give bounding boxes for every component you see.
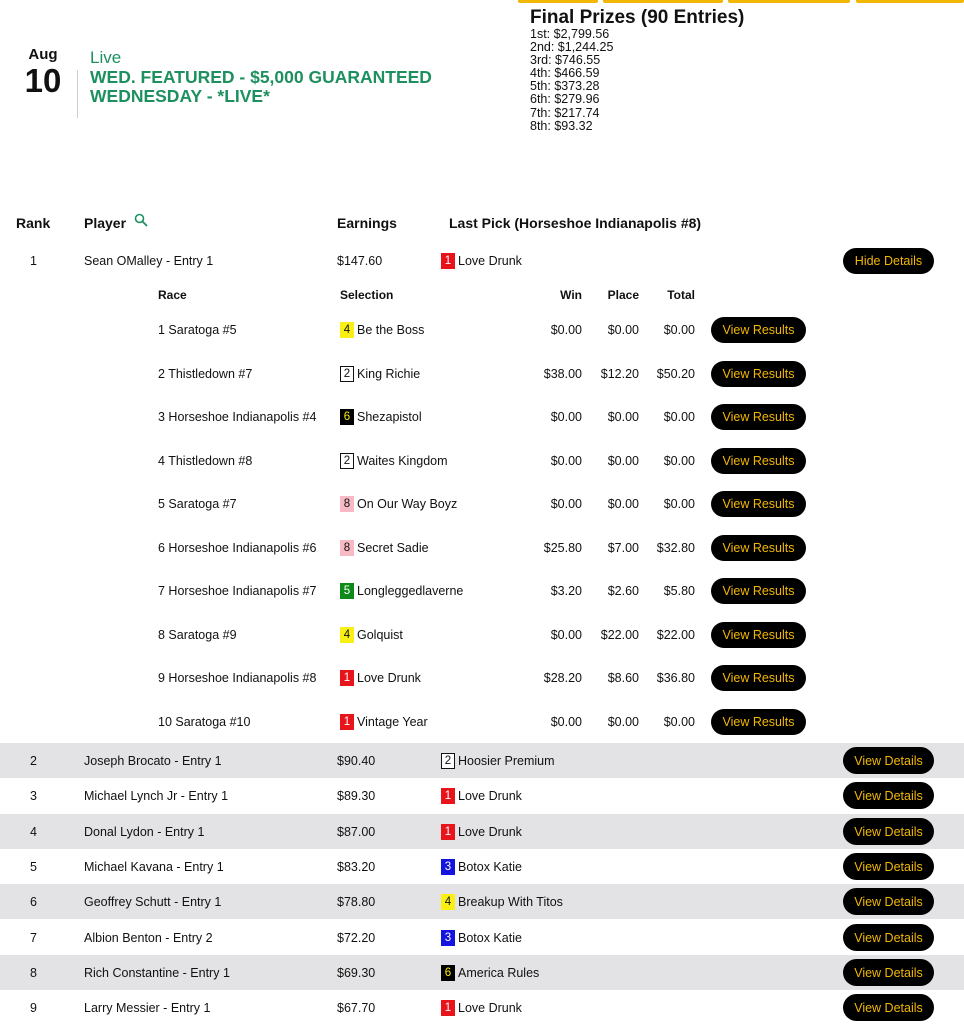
prize-line: 3rd: $746.55 [530,53,601,68]
earnings-header[interactable]: Earnings [337,215,397,231]
last-pick [441,814,522,849]
view-details-button[interactable]: View Details [843,853,934,880]
selection [340,534,429,562]
player-name: Geoffrey Schutt - Entry 1 [84,894,222,909]
race-detail-row [0,664,964,692]
selection [340,708,428,736]
race-name: 5 Saratoga #7 [158,497,237,511]
contest-status: Live [90,48,122,67]
final-prizes [530,7,744,133]
standings-row [0,743,964,778]
place-amount: $12.20 [600,367,639,381]
saddle-cloth-badge: 8 [340,496,354,512]
view-results-button[interactable]: View Results [711,317,806,343]
view-results-button[interactable]: View Results [711,535,806,561]
total-header: Total [667,288,695,302]
horse-name: Shezapistol [357,410,422,424]
rank-header: Rank [16,215,51,231]
win-amount: $0.00 [550,715,582,729]
player-name: Donal Lydon - Entry 1 [84,824,205,839]
player-name: Sean OMalley - Entry 1 [84,254,214,268]
standings-row [0,778,964,813]
win-amount: $3.20 [550,584,582,598]
hide-details-button[interactable]: Hide Details [843,248,934,274]
earnings: $69.30 [337,965,376,980]
player-name: Rich Constantine - Entry 1 [84,965,230,980]
win-amount: $0.00 [550,497,582,511]
total-amount: $22.00 [656,628,695,642]
contest-title: WED. FEATURED - $5,000 GUARANTEED WEDNESDAY - *LIVE* [90,67,432,106]
race-name: 4 Thistledown #8 [158,454,253,468]
selection [340,577,463,605]
race-name: 8 Saratoga #9 [158,628,237,642]
race-header: Race [158,288,187,302]
race-detail-row [0,490,964,518]
last-pick [441,246,522,276]
total-amount: $32.80 [656,541,695,555]
view-results-button[interactable]: View Results [711,404,806,430]
win-amount: $38.00 [543,367,582,381]
view-details-button[interactable]: View Details [843,888,934,915]
race-name: 3 Horseshoe Indianapolis #4 [158,410,317,424]
race-detail-row [0,577,964,605]
last-pick [441,884,563,919]
place-amount: $7.00 [607,541,639,555]
earnings: $87.00 [337,824,376,839]
standings-row [0,920,964,955]
race-detail-row [0,447,964,475]
race-name: 9 Horseshoe Indianapolis #8 [158,671,317,685]
player-name: Albion Benton - Entry 2 [84,930,213,945]
view-details-button[interactable]: View Details [843,782,934,809]
prize-line: 7th: $217.74 [530,105,600,120]
total-amount: $0.00 [663,715,695,729]
win-amount: $0.00 [550,323,582,337]
saddle-cloth-badge: 8 [340,540,354,556]
horse-name: Hoosier Premium [458,753,555,768]
horse-name: King Richie [357,367,421,381]
place-amount: $0.00 [607,497,639,511]
place-amount: $0.00 [607,410,639,424]
last-pick [441,849,522,884]
race-name: 2 Thistledown #7 [158,367,253,381]
rank: 9 [30,1000,37,1015]
saddle-cloth-badge: 1 [340,714,354,730]
place-amount: $0.00 [607,715,639,729]
tab-stub[interactable] [728,0,850,3]
place-header: Place [607,288,639,302]
win-amount: $28.20 [543,671,582,685]
tab-stub[interactable] [856,0,964,3]
tab-stub[interactable] [603,0,723,3]
horse-name: Vintage Year [357,715,428,729]
rank: 5 [30,859,37,874]
horse-name: Love Drunk [458,1000,522,1015]
rank: 4 [30,824,37,839]
horse-name: Golquist [357,628,403,642]
race-detail-row [0,403,964,431]
player-name: Joseph Brocato - Entry 1 [84,753,222,768]
prize-line: 1st: $2,799.56 [530,27,610,41]
last-pick [441,955,539,990]
standings-row [0,990,964,1025]
view-results-button[interactable]: View Results [711,709,806,735]
win-amount: $0.00 [550,454,582,468]
last-pick [441,920,522,955]
earnings: $90.40 [337,753,376,768]
place-amount: $8.60 [607,671,639,685]
saddle-cloth-badge: 2 [340,366,354,382]
view-details-button[interactable]: View Details [843,959,934,986]
view-results-button[interactable]: View Results [711,622,806,648]
horse-name: Waites Kingdom [357,454,448,468]
prize-line: 8th: $93.32 [530,118,593,133]
saddle-cloth-badge: 3 [441,859,455,875]
race-detail-row [0,708,964,736]
total-amount: $0.00 [663,323,695,337]
race-name: 10 Saratoga #10 [158,715,251,729]
prizes-title: Final Prizes (90 Entries) [530,7,745,28]
standings-row [0,849,964,884]
rank: 8 [30,965,37,980]
divider [77,70,78,118]
earnings: $67.70 [337,1000,376,1015]
last-pick [441,778,522,813]
saddle-cloth-badge: 3 [441,930,455,946]
selection [340,360,420,388]
earnings: $83.20 [337,859,376,874]
place-amount: $22.00 [600,628,639,642]
view-results-button[interactable]: View Results [711,491,806,517]
place-amount: $0.00 [607,454,639,468]
saddle-cloth-badge: 4 [441,894,455,910]
prize-line: 5th: $373.28 [530,79,600,94]
saddle-cloth-badge: 4 [340,627,354,643]
earnings: $72.20 [337,930,376,945]
standings-row [0,884,964,919]
total-amount: $36.80 [656,671,695,685]
race-detail-row [0,621,964,649]
earnings: $89.30 [337,788,376,803]
selection [340,403,422,431]
horse-name: America Rules [458,965,540,980]
last-pick [441,743,555,778]
rank: 6 [30,894,37,909]
horse-name: Botox Katie [458,859,522,874]
selection [340,490,457,518]
earnings: $147.60 [337,254,383,268]
rank: 2 [30,753,37,768]
horse-name: Be the Boss [357,323,425,337]
tab-stub[interactable] [518,0,598,3]
earnings: $78.80 [337,894,376,909]
saddle-cloth-badge: 1 [340,670,354,686]
selection [340,316,424,344]
selection-header: Selection [340,288,394,302]
view-details-button[interactable]: View Details [843,747,934,774]
horse-name: Botox Katie [458,930,522,945]
horse-name: Love Drunk [357,671,421,685]
last-pick [441,990,522,1025]
total-amount: $0.00 [663,410,695,424]
date-day: 10 [24,62,62,99]
place-amount: $0.00 [607,323,639,337]
total-amount: $50.20 [656,367,695,381]
saddle-cloth-badge: 6 [340,409,354,425]
race-name: 7 Horseshoe Indianapolis #7 [158,584,317,598]
view-details-button[interactable]: View Details [843,924,934,951]
horse-name: Love Drunk [458,824,522,839]
saddle-cloth-badge: 1 [441,824,455,840]
saddle-cloth-badge: 1 [441,788,455,804]
player-name: Larry Messier - Entry 1 [84,1000,211,1015]
selection [340,664,421,692]
saddle-cloth-badge: 1 [441,1000,455,1016]
player-name: Michael Kavana - Entry 1 [84,859,224,874]
prize-line: 2nd: $1,244.25 [530,40,614,55]
prize-line: 4th: $466.59 [530,66,600,81]
selection [340,621,403,649]
view-details-button[interactable]: View Details [843,994,934,1021]
date-month: Aug [28,46,58,63]
total-amount: $5.80 [663,584,695,598]
rank: 1 [30,254,37,268]
race-detail-row [0,360,964,388]
horse-name: On Our Way Boyz [357,497,458,511]
standings-row [0,955,964,990]
horse-name: Secret Sadie [357,541,429,555]
win-amount: $0.00 [550,628,582,642]
standings-row [0,814,964,849]
view-results-button[interactable]: View Results [711,578,806,604]
view-results-button[interactable]: View Results [711,665,806,691]
race-name: 1 Saratoga #5 [158,323,237,337]
saddle-cloth-badge: 6 [441,965,455,981]
horse-name: Longleggedlaverne [357,584,464,598]
rank: 3 [30,788,37,803]
top-tabs [0,0,964,3]
saddle-cloth-badge: 1 [441,253,455,269]
race-detail-row [0,534,964,562]
player-header[interactable]: Player [84,215,127,231]
saddle-cloth-badge: 5 [340,583,354,599]
last-pick-header: Last Pick (Horseshoe Indianapolis #8) [449,215,702,231]
rank: 7 [30,930,37,945]
place-amount: $2.60 [607,584,639,598]
contest-date [18,46,68,98]
selection [340,447,448,475]
win-amount: $25.80 [543,541,582,555]
total-amount: $0.00 [663,454,695,468]
race-name: 6 Horseshoe Indianapolis #6 [158,541,317,555]
saddle-cloth-badge: 4 [340,322,354,338]
prize-line: 6th: $279.96 [530,92,600,107]
saddle-cloth-badge: 2 [441,753,455,769]
search-icon[interactable] [134,213,148,227]
horse-name: Love Drunk [458,254,522,268]
win-header: Win [560,288,582,302]
race-detail-row [0,316,964,344]
view-details-button[interactable]: View Details [843,818,934,845]
horse-name: Love Drunk [458,788,522,803]
view-results-button[interactable]: View Results [711,361,806,387]
player-name: Michael Lynch Jr - Entry 1 [84,788,229,803]
total-amount: $0.00 [663,497,695,511]
saddle-cloth-badge: 2 [340,453,354,469]
horse-name: Breakup With Titos [458,894,563,909]
standings-row-expanded [0,246,964,276]
view-results-button[interactable]: View Results [711,448,806,474]
win-amount: $0.00 [550,410,582,424]
